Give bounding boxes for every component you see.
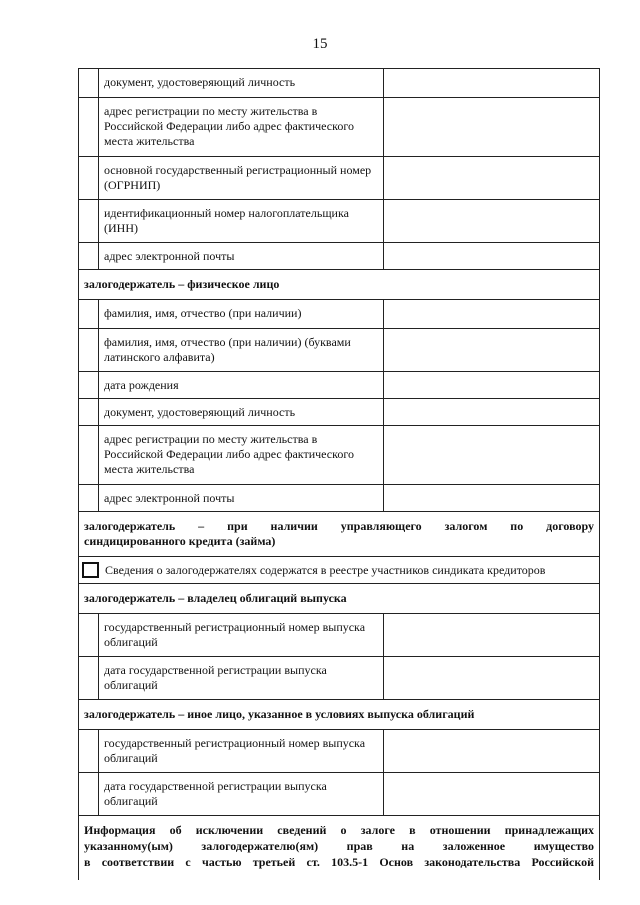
- field-label: основной государственный регистрационный номер (ОГРНИП): [99, 157, 384, 199]
- info-line-2: указанному(ым) залогодержателю(ям) прав на заложенное имущество: [84, 839, 594, 853]
- field-label: государственный регистрационный номер выпуска облигаций: [99, 730, 384, 772]
- table-row: [79, 300, 599, 329]
- field-label: дата рождения: [99, 372, 384, 398]
- field-label: фамилия, имя, отчество (при наличии): [99, 300, 384, 328]
- info-line-1: Информация об исключении сведений о залоге в отношении принадлежащих: [84, 823, 594, 837]
- syndicate-checkbox-row: [79, 557, 599, 584]
- section-heading-bondholder: залогодержатель – владелец облигаций выпуска: [79, 584, 599, 614]
- field-label: адрес регистрации по месту жительства в Российской Федерации либо адрес фактического места жительства: [99, 98, 384, 156]
- field-value[interactable]: [384, 157, 599, 199]
- field-label: документ, удостоверяющий личность: [99, 399, 384, 425]
- table-row: [79, 426, 599, 485]
- exclusion-info-block: [79, 816, 599, 880]
- field-value[interactable]: [384, 329, 599, 371]
- table-row: [79, 69, 599, 98]
- field-label: фамилия, имя, отчество (при наличии) (буквами латинского алфавита): [99, 329, 384, 371]
- field-value[interactable]: [384, 69, 599, 97]
- table-row: [79, 200, 599, 243]
- field-label: документ, удостоверяющий личность: [99, 69, 384, 97]
- field-value[interactable]: [384, 485, 599, 511]
- table-row: [79, 773, 599, 816]
- field-value[interactable]: [384, 300, 599, 328]
- section-heading-syndicate: [79, 512, 599, 557]
- field-label: адрес регистрации по месту жительства в Российской Федерации либо адрес фактического места жительства: [99, 426, 384, 484]
- field-value[interactable]: [384, 426, 599, 484]
- table-row: [79, 243, 599, 270]
- field-value[interactable]: [384, 399, 599, 425]
- field-label: адрес электронной почты: [99, 485, 384, 511]
- field-label: дата государственной регистрации выпуска облигаций: [99, 773, 384, 815]
- table-row: [79, 485, 599, 512]
- syndicate-heading-line2: синдицированного кредита (займа): [84, 534, 276, 548]
- table-row: [79, 157, 599, 200]
- table-row: [79, 614, 599, 657]
- table-row: [79, 98, 599, 157]
- section-heading-individual: залогодержатель – физическое лицо: [79, 270, 599, 300]
- field-value[interactable]: [384, 98, 599, 156]
- field-label: государственный регистрационный номер выпуска облигаций: [99, 614, 384, 656]
- syndicate-heading-line1: залогодержатель – при наличии управляющего залогом по договору: [84, 519, 594, 533]
- field-value[interactable]: [384, 243, 599, 269]
- field-label: адрес электронной почты: [99, 243, 384, 269]
- field-label: дата государственной регистрации выпуска облигаций: [99, 657, 384, 699]
- info-line-3: в соответствии с частью третьей ст. 103.5-1 Основ законодательства Российской: [84, 855, 594, 869]
- table-row: [79, 657, 599, 700]
- table-row: [79, 399, 599, 426]
- pledge-form-table: [78, 68, 600, 880]
- field-label: идентификационный номер налогоплательщика (ИНН): [99, 200, 384, 242]
- field-value[interactable]: [384, 773, 599, 815]
- field-value[interactable]: [384, 372, 599, 398]
- section-heading-other-person: залогодержатель – иное лицо, указанное в условиях выпуска облигаций: [79, 700, 599, 730]
- page-number: 15: [312, 36, 328, 52]
- syndicate-checkbox[interactable]: [82, 562, 99, 578]
- field-value[interactable]: [384, 200, 599, 242]
- field-value[interactable]: [384, 614, 599, 656]
- field-value[interactable]: [384, 730, 599, 772]
- syndicate-checkbox-label: Сведения о залогодержателях содержатся в реестре участников синдиката кредиторов: [105, 562, 546, 577]
- field-value[interactable]: [384, 657, 599, 699]
- table-row: [79, 329, 599, 372]
- table-row: [79, 372, 599, 399]
- table-row: [79, 730, 599, 773]
